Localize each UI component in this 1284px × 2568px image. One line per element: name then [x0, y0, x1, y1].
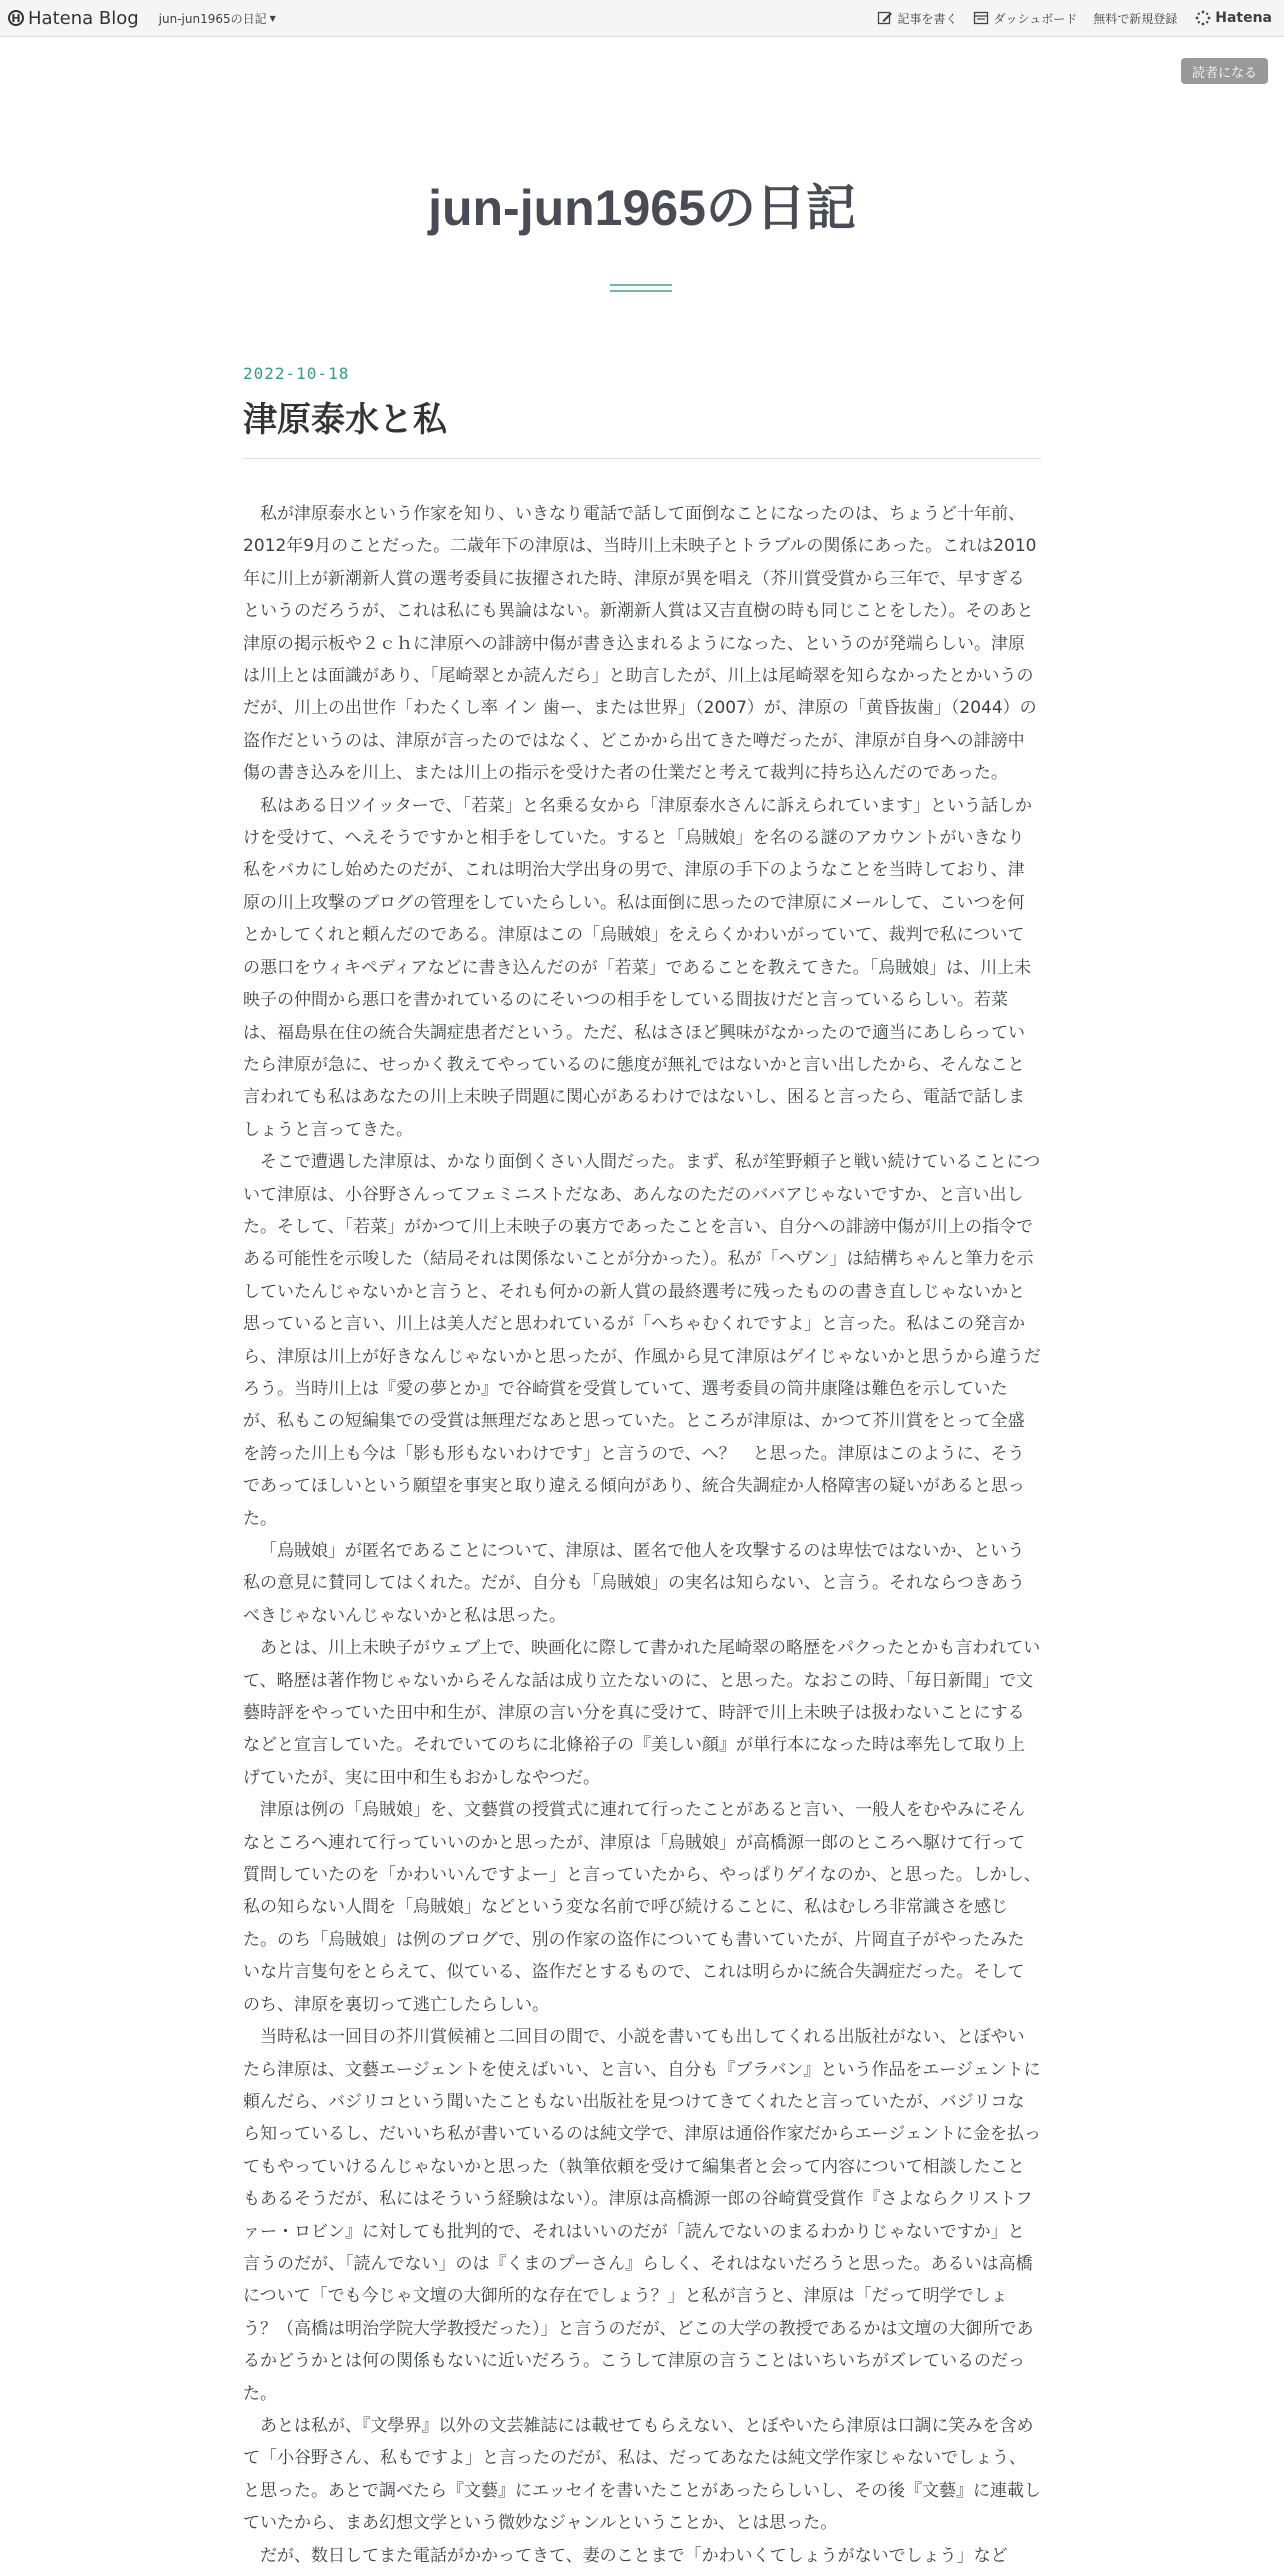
dashboard-label: ダッシュボード — [993, 11, 1078, 26]
article-body — [243, 498, 1041, 2568]
article-paragraph: あとは私が、『文學界』以外の文芸雑誌には載せてもらえない、とぼやいたら津原は口調に笑みを含めて「小谷野さん、私もですよ」と言ったのだが、私は、だってあなたは純文学作家じゃないでしょう、と思った。あとで調べたら『文藝』にエッセイを書いたことがあったらしいし、その後『文藝』に連載していたから、まあ幻想文学という微妙なジャンルということか、とは思った。 — [243, 2415, 1041, 2534]
hatena-menu-link[interactable] — [1195, 10, 1272, 26]
top-navigation-bar — [0, 0, 1284, 37]
post-title-divider — [243, 458, 1041, 459]
blog-title[interactable]: jun-jun1965の日記 — [428, 180, 856, 236]
article-paragraph: 津原は例の「烏賊娘」を、文藝賞の授賞式に連れて行ったことがあると言い、一般人をむやみにそんなところへ連れて行っていいのかと思ったが、津原は「烏賊娘」が高橋源一郎のところへ駆けて行って質問していたのを「かわいいんですよー」と言っていたから、やっぱりゲイなのか、と思った。しかし、私の知らない人間を「烏賊娘」などという変な名前で呼び続けることに、私はむしろ非常識さを感じた。のち「烏賊娘」は例のブログで、別の作家の盗作についても書いていたが、片岡直子がやったみたいな片言隻句をとらえて、似ている、盗作だとするもので、これは明らかに統合失調症だった。そしてのち、津原を裏切って逃亡したらしい。 — [243, 1800, 1041, 2015]
dashboard-icon — [973, 10, 989, 26]
hatena-blog-logo-label: Hatena Blog — [28, 7, 139, 29]
title-divider-line — [610, 284, 672, 286]
hatena-blog-logo[interactable] — [8, 8, 139, 29]
post-date[interactable]: 2022-10-18 — [243, 364, 350, 383]
post-title[interactable]: 津原泰水と私 — [243, 400, 447, 440]
article-paragraph: 当時私は一回目の芥川賞候補と二回目の間で、小説を書いても出してくれる出版社がない、とぼやいたら津原は、文藝エージェントを使えばいい、と言い、自分も『ブラバン』という作品をエージェントに頼んだら、バジリコという聞いたこともない出版社を見つけてきてくれたと言っていたが、バジリコなら知っているし、だいいち私が書いているのは純文学で、津原は通俗作家だからエージェントに金を払ってもやっていけるんじゃないかと思った（執筆依頼を受けて編集者と会って内容について相談したこともあるそうだが、私にはそういう経験はない）。津原は高橋源一郎の谷崎賞受賞作『さよならクリストファー・ロビン』に対しても批判的で、それはいいのだが「読んでないのまるわかりじゃないですか」と言うのだが、「読んでない」のは『くまのプーさん』らしく、それはないだろうと思った。あるいは高橋について「でも今じゃ文壇の大御所的な存在でしょう？」と私が言うと、津原は「だって明学でしょう？（高橋は明治学院大学教授だった）」と言うのだが、どこの大学の教授であるかは文壇の大御所であるかどうかとは何の関係もないに近いだろう。こうして津原の言うことはいちいちがズレているのだった。 — [243, 2027, 1041, 2404]
article-paragraph: 「烏賊娘」が匿名であることについて、津原は、匿名で他人を攻撃するのは卑怯ではないか、という私の意見に賛同してはくれた。だが、自分も「烏賊娘」の実名は知らない、と言う。それならつきあうべきじゃないんじゃないかと私は思った。 — [243, 1541, 1025, 1626]
free-register-link[interactable] — [1093, 10, 1177, 27]
article-paragraph: 私はある日ツイッターで、「若菜」と名乗る女から「津原泰水さんに訴えられています」という話しかけを受けて、へえそうですかと相手をしていた。すると「烏賊娘」を名のる謎のアカウントがいきなり私をバカにし始めたのだが、これは明治大学出身の男で、津原の手下のようなことを当時しており、津原の川上攻撃のブログの管理をしていたらしい。私は面倒に思ったので津原にメールして、こいつを何とかしてくれと頼んだのである。津原はこの「烏賊娘」をえらくかわいがっていて、裁判で私についての悪口をウィキペディアなどに書き込んだのが「若菜」であることを教えてきた。「烏賊娘」は、川上未映子の仲間から悪口を書かれているのにそいつの相手をしている間抜けだと言っているらしい。若菜は、福島県在住の統合失調症患者だという。ただ、私はさほど興味がなかったので適当にあしらっていたら津原が急に、せっかく教えてやっているのに態度が無礼ではないかと言い出したから、そんなこと言われても私はあなたの川上未映子問題に関心があるわけではないし、困ると言ったら、電話で話しましょうと言ってきた。 — [243, 795, 1032, 1140]
article-paragraph: そこで遭遇した津原は、かなり面倒くさい人間だった。まず、私が笙野頼子と戦い続けていることについて津原は、小谷野さんってフェミニストだなあ、あんなのただのババアじゃないですか、と言い出した。そして、「若菜」がかつて川上未映子の裏方であったことを言い、自分への誹謗中傷が川上の指令である可能性を示唆した（結局それは関係ないことが分かった）。私が「ヘヴン」は結構ちゃんと筆力を示していたんじゃないかと言うと、それも何かの新人賞の最終選考に残ったものの書き直しじゃないかと思っていると言い、川上は美人だと思われているが「へちゃむくれですよ」と言った。私はこの発言から、津原は川上が好きなんじゃないかと思ったが、作風から見て津原はゲイじゃないかと思うから違うだろう。当時川上は『愛の夢とか』で谷崎賞を受賞していて、選考委員の筒井康隆は難色を示していたが、私もこの短編集での受賞は無理だなあと思っていた。ところが津原は、かつて芥川賞をとって全盛を誇った川上も今は「影も形もないわけです」と言うので、へ？ と思った。津原はこのように、そうであってほしいという願望を事実と取り違える傾向があり、統合失調症か人格障害の疑いがあると思った。 — [243, 1152, 1041, 1529]
article-paragraph: だが、数日してまた電話がかかってきて、妻のことまで「かわいくてしょうがないでしょう」など — [260, 2545, 1008, 2566]
article-paragraph: 私が津原泰水という作家を知り、いきなり電話で話して面倒なことになったのは、ちょうど十年前、2012年9月のことだった。二歳年下の津原は、当時川上未映子とトラブルの関係にあった。これは2010年に川上が新潮新人賞の選考委員に抜擢された時、津原が異を唱え（芥川賞受賞から三年で、早すぎるというのだろうが、これは私にも異論はない。新潮新人賞は又吉直樹の時も同じことをした）。そのあと津原の掲示板や２ｃｈに津原への誹謗中傷が書き込まれるようになった、というのが発端らしい。津原は川上とは面識があり、「尾崎翠とか読んだら」と助言したが、川上は尾崎翠を知らなかったとかいうのだが、川上の出世作「わたくし率 イン 歯ー、または世界」（2007）が、津原の「黄昏抜歯」（2044）の盗作だというのは、津原が言ったのではなく、どこかから出てきた噂だったが、津原が自身への誹謗中傷の書き込みを川上、または川上の指示を受けた者の仕業だと考えて裁判に持ち込んだのであった。 — [243, 504, 1037, 784]
hatena-logo-icon: H — [8, 10, 24, 26]
pencil-edit-icon — [877, 10, 893, 26]
hatena-star-icon — [1195, 10, 1211, 26]
dashboard-link[interactable] — [973, 10, 1077, 27]
blog-selector-label: jun-jun1965の日記 — [158, 11, 267, 26]
write-article-link[interactable] — [877, 10, 957, 27]
write-article-label: 記事を書く — [897, 11, 958, 26]
free-register-label: 無料で新規登録 — [1093, 11, 1178, 26]
caret-down-icon: ▼ — [269, 13, 276, 23]
blog-selector-dropdown[interactable] — [159, 10, 276, 27]
top-right-links — [861, 10, 1272, 27]
title-divider-line — [610, 290, 672, 292]
article-paragraph: あとは、川上未映子がウェブ上で、映画化に際して書かれた尾崎翠の略歴をパクったとかも言われていて、略歴は著作物じゃないからそんな話は成り立たないのに、と思った。なおこの時、「毎日新聞」で文藝時評をやっていた田中和生が、津原の言い分を真に受けて、時評で川上未映子は扱わないことにするなどと宣言していた。それでいてのちに北條裕子の『美しい顔』が単行本になった時は率先して取り上げていたが、実に田中和生もおかしなやつだ。 — [243, 1638, 1041, 1788]
hatena-brand-label: Hatena — [1215, 10, 1272, 26]
subscribe-button[interactable]: 読者になる — [1181, 58, 1268, 84]
